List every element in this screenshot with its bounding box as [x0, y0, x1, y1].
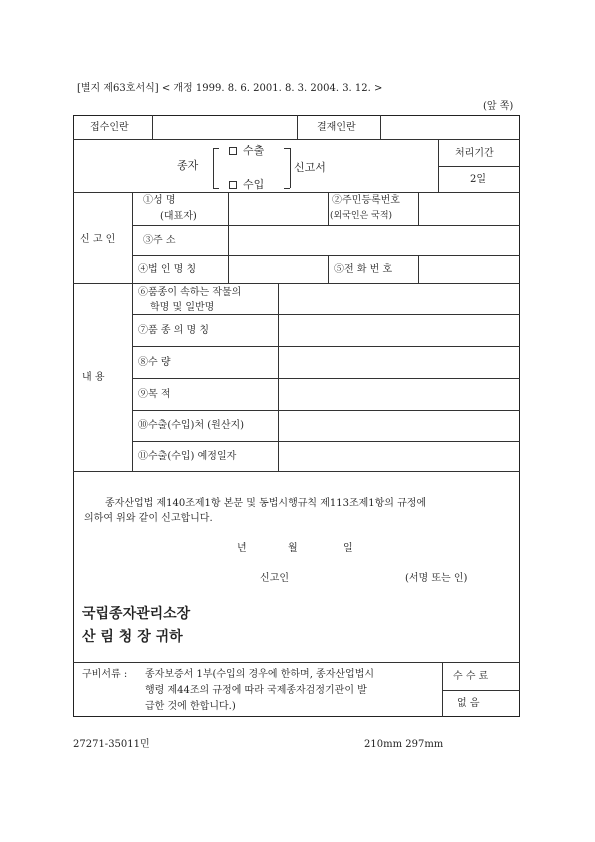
crop-name-field[interactable]	[279, 284, 518, 313]
resident-no-sub-label: (외국인은 국적)	[330, 211, 393, 221]
bracket-right	[290, 148, 291, 188]
date-year-label: 년	[237, 543, 247, 554]
reporter-section-label: 신 고 인	[80, 234, 116, 245]
corp-name-label: ④법 인 명 칭	[138, 264, 197, 275]
date-day-label: 일	[343, 543, 353, 554]
signer-field[interactable]	[295, 568, 395, 586]
phone-field[interactable]	[419, 256, 518, 282]
required-docs-line2: 행령 제44조의 규정에 따라 국제종자검정기관이 발	[145, 685, 367, 696]
import-option-label: 수입	[243, 178, 265, 191]
fee-value: 없 음	[457, 698, 480, 709]
required-docs-line1: 종자보증서 1부(수입의 경우에 한하며, 종자산업법시	[145, 669, 375, 680]
processing-period-value: 2일	[470, 174, 487, 185]
receipt-person-label: 접수인란	[90, 122, 129, 133]
phone-label: ⑤전 화 번 호	[334, 264, 393, 275]
approval-person-field[interactable]	[381, 116, 518, 138]
export-option-label: 수출	[243, 144, 265, 157]
address-field[interactable]	[229, 226, 518, 254]
resident-no-field[interactable]	[419, 193, 518, 224]
variety-label: ⑦품 종 의 명 칭	[138, 325, 210, 336]
processing-period-label: 처리기간	[455, 148, 494, 159]
sign-or-seal-label: (서명 또는 인)	[405, 573, 468, 584]
export-checkbox[interactable]	[229, 147, 237, 155]
address-label: ③주 소	[143, 235, 176, 246]
resident-no-label: ②주민등록번호	[332, 195, 400, 206]
receipt-person-field[interactable]	[153, 116, 296, 138]
import-checkbox[interactable]	[229, 181, 237, 189]
form-code: 27271-35011민	[73, 739, 150, 750]
date-month-label: 월	[288, 543, 298, 554]
title-suffix: 신고서	[294, 161, 326, 174]
approval-person-label: 결재인란	[317, 122, 356, 133]
purpose-field[interactable]	[279, 379, 518, 409]
schedule-label: ⑪수출(수입) 예정일자	[138, 451, 237, 462]
destination-field[interactable]	[279, 411, 518, 440]
name-label: ①성 명	[143, 195, 176, 206]
required-docs-label: 구비서류 :	[82, 669, 128, 680]
name-field[interactable]	[229, 193, 327, 224]
variety-field[interactable]	[279, 315, 518, 345]
signer-label: 신고인	[260, 573, 289, 584]
declaration-line2: 의하여 위와 같이 신고합니다.	[84, 513, 213, 524]
crop-label-line1: ⑥품종이 속하는 작물의	[138, 287, 242, 298]
crop-label-line2: 학명 및 일반명	[150, 302, 215, 313]
corp-name-field[interactable]	[229, 256, 327, 282]
form-number: [별지 제63호서식] < 개정 1999. 8. 6. 2001. 8. 3. 2004. 3. 12. >	[77, 83, 383, 94]
bracket-left	[213, 148, 214, 188]
name-sub-label: (대표자)	[160, 211, 197, 222]
quantity-field[interactable]	[279, 347, 518, 377]
required-docs-line3: 급한 것에 한합니다.)	[145, 701, 236, 712]
destination-label: ⑩수출(수입)처 (원산지)	[138, 420, 245, 431]
quantity-label: ⑧수 량	[138, 357, 171, 368]
title-prefix: 종자	[177, 159, 199, 172]
fee-label: 수 수 료	[453, 671, 489, 682]
paper-size: 210mm 297mm	[364, 739, 444, 750]
declaration-line1: 종자산업법 제140조제1항 본문 및 동법시행규칙 제113조제1항의 규정에	[105, 498, 427, 509]
recipient-line2: 산 림 청 장 귀하	[82, 629, 183, 645]
schedule-field[interactable]	[279, 442, 518, 470]
recipient-line1: 국립종자관리소장	[82, 606, 191, 622]
page-side-label: (앞 쪽)	[483, 101, 514, 112]
purpose-label: ⑨목 적	[138, 389, 171, 400]
contents-section-label: 내 용	[82, 372, 105, 383]
